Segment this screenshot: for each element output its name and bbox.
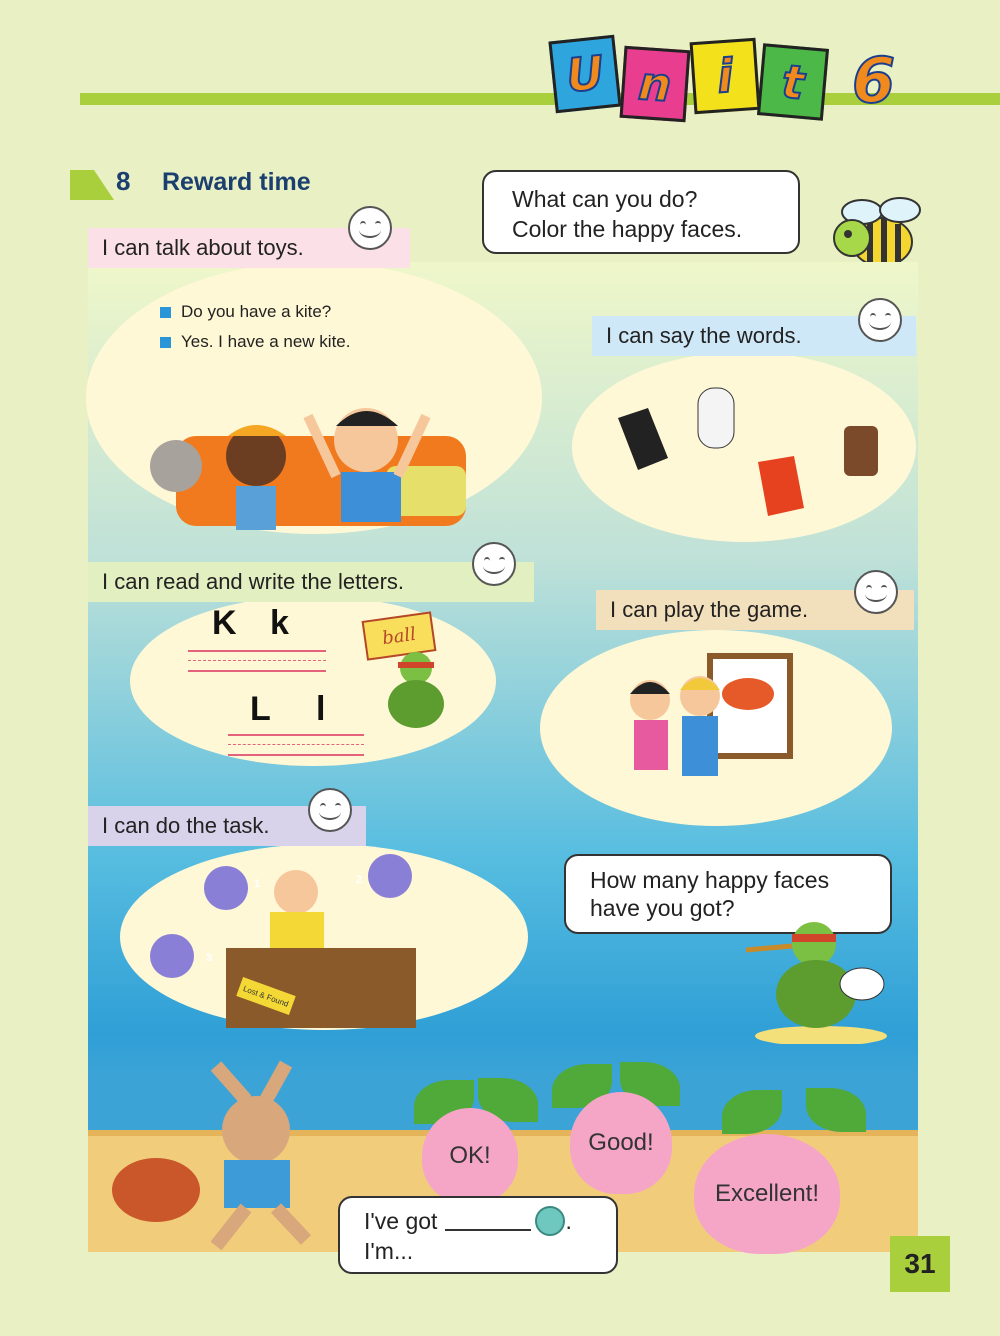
radish-good: Good! xyxy=(570,1092,672,1194)
smiley-face-icon[interactable] xyxy=(348,206,392,250)
panel-game-label: I can play the game. xyxy=(596,590,914,630)
answer-line-1 xyxy=(364,1206,592,1236)
lost-and-found-sign: Lost & Found xyxy=(236,977,295,1015)
teal-smiley-icon xyxy=(535,1206,565,1236)
question-line-2: have you got? xyxy=(590,895,735,921)
section-number: 8 xyxy=(116,166,131,196)
smiley-face-icon[interactable] xyxy=(858,298,902,342)
answer-prefix: I've got xyxy=(364,1208,438,1234)
task-badge-1: 1 xyxy=(254,878,261,890)
bullet-square-icon xyxy=(160,307,171,318)
answer-suffix: . xyxy=(565,1208,572,1234)
section-tab xyxy=(70,170,150,200)
writing-lines-k xyxy=(188,650,326,672)
unit-letter-i: i xyxy=(690,38,761,114)
dialogue-line: Yes. I have a new kite. xyxy=(160,332,350,352)
smiley-face-icon[interactable] xyxy=(472,542,516,586)
unit-letter-u: U xyxy=(548,35,621,114)
radish-ok: OK! xyxy=(422,1108,518,1204)
kids-painting-illustration xyxy=(620,650,800,810)
turtle-icon xyxy=(380,650,450,730)
panel-toys-label: I can talk about toys. xyxy=(88,228,410,268)
word-sign: ball xyxy=(362,611,437,660)
answer-speech-bubble xyxy=(338,1196,618,1274)
unit-letter-t: t xyxy=(757,43,829,120)
task-badge-3: 3 xyxy=(206,952,213,964)
letter-lowercase-l: l xyxy=(316,690,326,728)
intro-speech-bubble xyxy=(482,170,800,254)
stationery-characters-illustration xyxy=(608,378,888,528)
answer-blank[interactable] xyxy=(445,1211,531,1231)
question-line-1: How many happy faces xyxy=(590,867,830,893)
panel-task-label: I can do the task. xyxy=(88,806,366,846)
dialogue-line: Do you have a kite? xyxy=(160,302,350,322)
letter-uppercase-k: K xyxy=(212,604,237,642)
smiley-face-icon[interactable] xyxy=(308,788,352,832)
page-number: 31 xyxy=(890,1236,950,1292)
unit-number: 6 xyxy=(852,44,896,117)
kids-on-sofa-illustration xyxy=(136,396,476,530)
smiley-face-icon[interactable] xyxy=(854,570,898,614)
letter-lowercase-k: k xyxy=(270,604,289,642)
section-title: Reward time xyxy=(162,168,311,196)
rabbit-with-basket-illustration xyxy=(106,1060,316,1250)
task-badge-2: 2 xyxy=(356,874,363,886)
writing-lines-l xyxy=(228,734,364,756)
dialogue-list xyxy=(160,302,350,362)
turtle-painter-icon xyxy=(746,914,896,1044)
radish-excellent: Excellent! xyxy=(694,1134,840,1254)
bullet-square-icon xyxy=(160,337,171,348)
panel-letters-label: I can read and write the letters. xyxy=(88,562,534,602)
unit-letter-n: n xyxy=(620,46,691,122)
intro-line-2: Color the happy faces. xyxy=(512,216,743,242)
intro-line-1: What can you do? xyxy=(512,186,698,212)
panel-words-label: I can say the words. xyxy=(592,316,916,356)
answer-line-2: I'm... xyxy=(364,1238,414,1264)
letter-uppercase-l: L xyxy=(250,690,271,728)
